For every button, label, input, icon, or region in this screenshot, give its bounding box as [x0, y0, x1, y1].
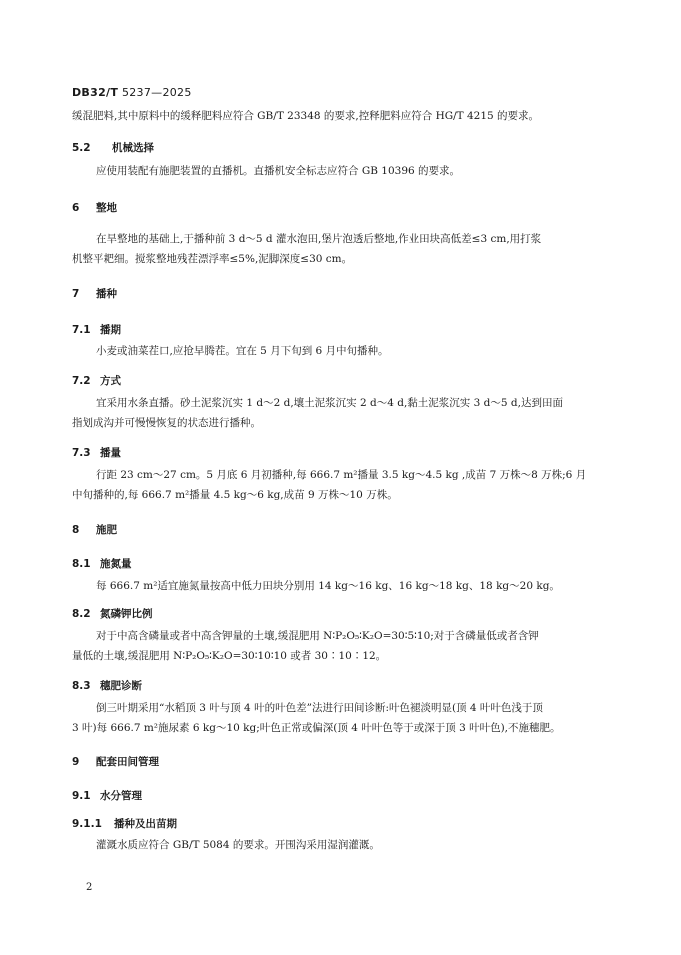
heading-7 — [72, 286, 117, 301]
heading-5-2 — [72, 140, 154, 155]
heading-number: 9.1 — [72, 790, 91, 802]
heading-title: 穗肥诊断 — [100, 680, 142, 692]
heading-7-3 — [72, 445, 121, 460]
paragraph-9-1-1: 灌溉水质应符合 GB/T 5084 的要求。开围沟采用湿润灌溉。 — [96, 839, 380, 851]
paragraph-8-3-line-2: 3 叶)每 666.7 m²施尿素 6 kg～10 kg;叶色正常或偏深(顶 4 叶叶色等于或深于顶 3 叶叶色),不施穗肥。 — [72, 722, 561, 734]
paragraph-8-2-line-2: 量低的土壤,缓混肥用 N∶P₂O₅∶K₂O=30∶10∶10 或者 30∶10∶12。 — [72, 650, 387, 662]
heading-7-2 — [72, 373, 121, 388]
heading-title: 氮磷钾比例 — [100, 608, 153, 620]
heading-title: 机械选择 — [112, 142, 154, 154]
heading-number: 7 — [72, 288, 80, 300]
heading-8-1 — [72, 556, 132, 571]
heading-number: 7.1 — [72, 324, 91, 336]
paragraph-7-2-line-1: 宜采用水条直播。砂土泥浆沉实 1 d～2 d,壤土泥浆沉实 2 d～4 d,黏土泥浆沉实 3 d～5 d,达到田面 — [96, 397, 563, 409]
heading-title: 播量 — [100, 447, 121, 459]
heading-8-2 — [72, 606, 153, 621]
heading-title: 播种及出苗期 — [114, 818, 177, 830]
heading-number: 5.2 — [72, 142, 91, 154]
heading-number: 7.2 — [72, 375, 91, 387]
heading-title: 配套田间管理 — [96, 756, 159, 768]
heading-number: 8.1 — [72, 558, 91, 570]
heading-title: 播种 — [96, 288, 117, 300]
paragraph-continuation: 缓混肥料,其中原料中的缓释肥料应符合 GB/T 23348 的要求,控释肥料应符合 HG/T 4215 的要求。 — [72, 110, 540, 122]
paragraph-7-3-line-2: 中旬播种的,每 666.7 m²播量 4.5 kg～6 kg,成苗 9 万株～10 万株。 — [72, 489, 398, 501]
page-number: 2 — [86, 882, 93, 893]
paragraph-8-2-line-1: 对于中高含磷量或者中高含钾量的土壤,缓混肥用 N∶P₂O₅∶K₂O=30∶5∶10;对于含磷量低或者含钾 — [96, 630, 539, 642]
heading-title: 施肥 — [96, 524, 117, 536]
heading-9 — [72, 754, 159, 769]
heading-9-1-1 — [72, 816, 177, 831]
heading-number: 8.3 — [72, 680, 91, 692]
paragraph-7-2-line-2: 指划成沟并可慢慢恢复的状态进行播种。 — [72, 417, 261, 429]
heading-number: 8.2 — [72, 608, 91, 620]
paragraph-8-3-line-1: 倒三叶期采用“水稻顶 3 叶与顶 4 叶的叶色差”法进行田间诊断:叶色褪淡明显(顶 4 叶叶色浅于顶 — [96, 702, 543, 714]
heading-number: 7.3 — [72, 447, 91, 459]
doc-prefix: DB32/T — [72, 86, 119, 99]
heading-number: 6 — [72, 202, 80, 214]
heading-title: 施氮量 — [100, 558, 132, 570]
heading-number: 9.1.1 — [72, 818, 102, 830]
paragraph-8-1: 每 666.7 m²适宜施氮量按高中低力田块分别用 14 kg～16 kg、16 kg～18 kg、18 kg～20 kg。 — [96, 580, 560, 592]
heading-number: 9 — [72, 756, 80, 768]
paragraph-7-1: 小麦或油菜茬口,应抢早腾茬。宜在 5 月下旬到 6 月中旬播种。 — [96, 345, 389, 357]
heading-title: 整地 — [96, 202, 117, 214]
heading-8 — [72, 522, 117, 537]
document-identifier — [72, 86, 192, 99]
heading-8-3 — [72, 678, 142, 693]
doc-number: 5237—2025 — [121, 86, 192, 99]
heading-6 — [72, 200, 117, 215]
heading-number: 8 — [72, 524, 80, 536]
paragraph-5-2: 应使用装配有施肥装置的直播机。直播机安全标志应符合 GB 10396 的要求。 — [96, 165, 461, 177]
heading-7-1 — [72, 322, 121, 337]
heading-9-1 — [72, 788, 142, 803]
heading-title: 方式 — [100, 375, 121, 387]
heading-title: 水分管理 — [100, 790, 142, 802]
paragraph-7-3-line-1: 行距 23 cm～27 cm。5 月底 6 月初播种,每 666.7 m²播量 3.5 kg～4.5 kg ,成苗 7 万株～8 万株;6 月 — [96, 469, 587, 481]
heading-title: 播期 — [100, 324, 121, 336]
paragraph-6-line-2: 机整平耙细。搅浆整地残茬漂浮率≤5%,泥脚深度≤30 cm。 — [72, 253, 353, 265]
paragraph-6-line-1: 在旱整地的基础上,于播种前 3 d～5 d 灌水泡田,堡片泡透后整地,作业田块高低差≤3 cm,用打浆 — [96, 233, 542, 245]
